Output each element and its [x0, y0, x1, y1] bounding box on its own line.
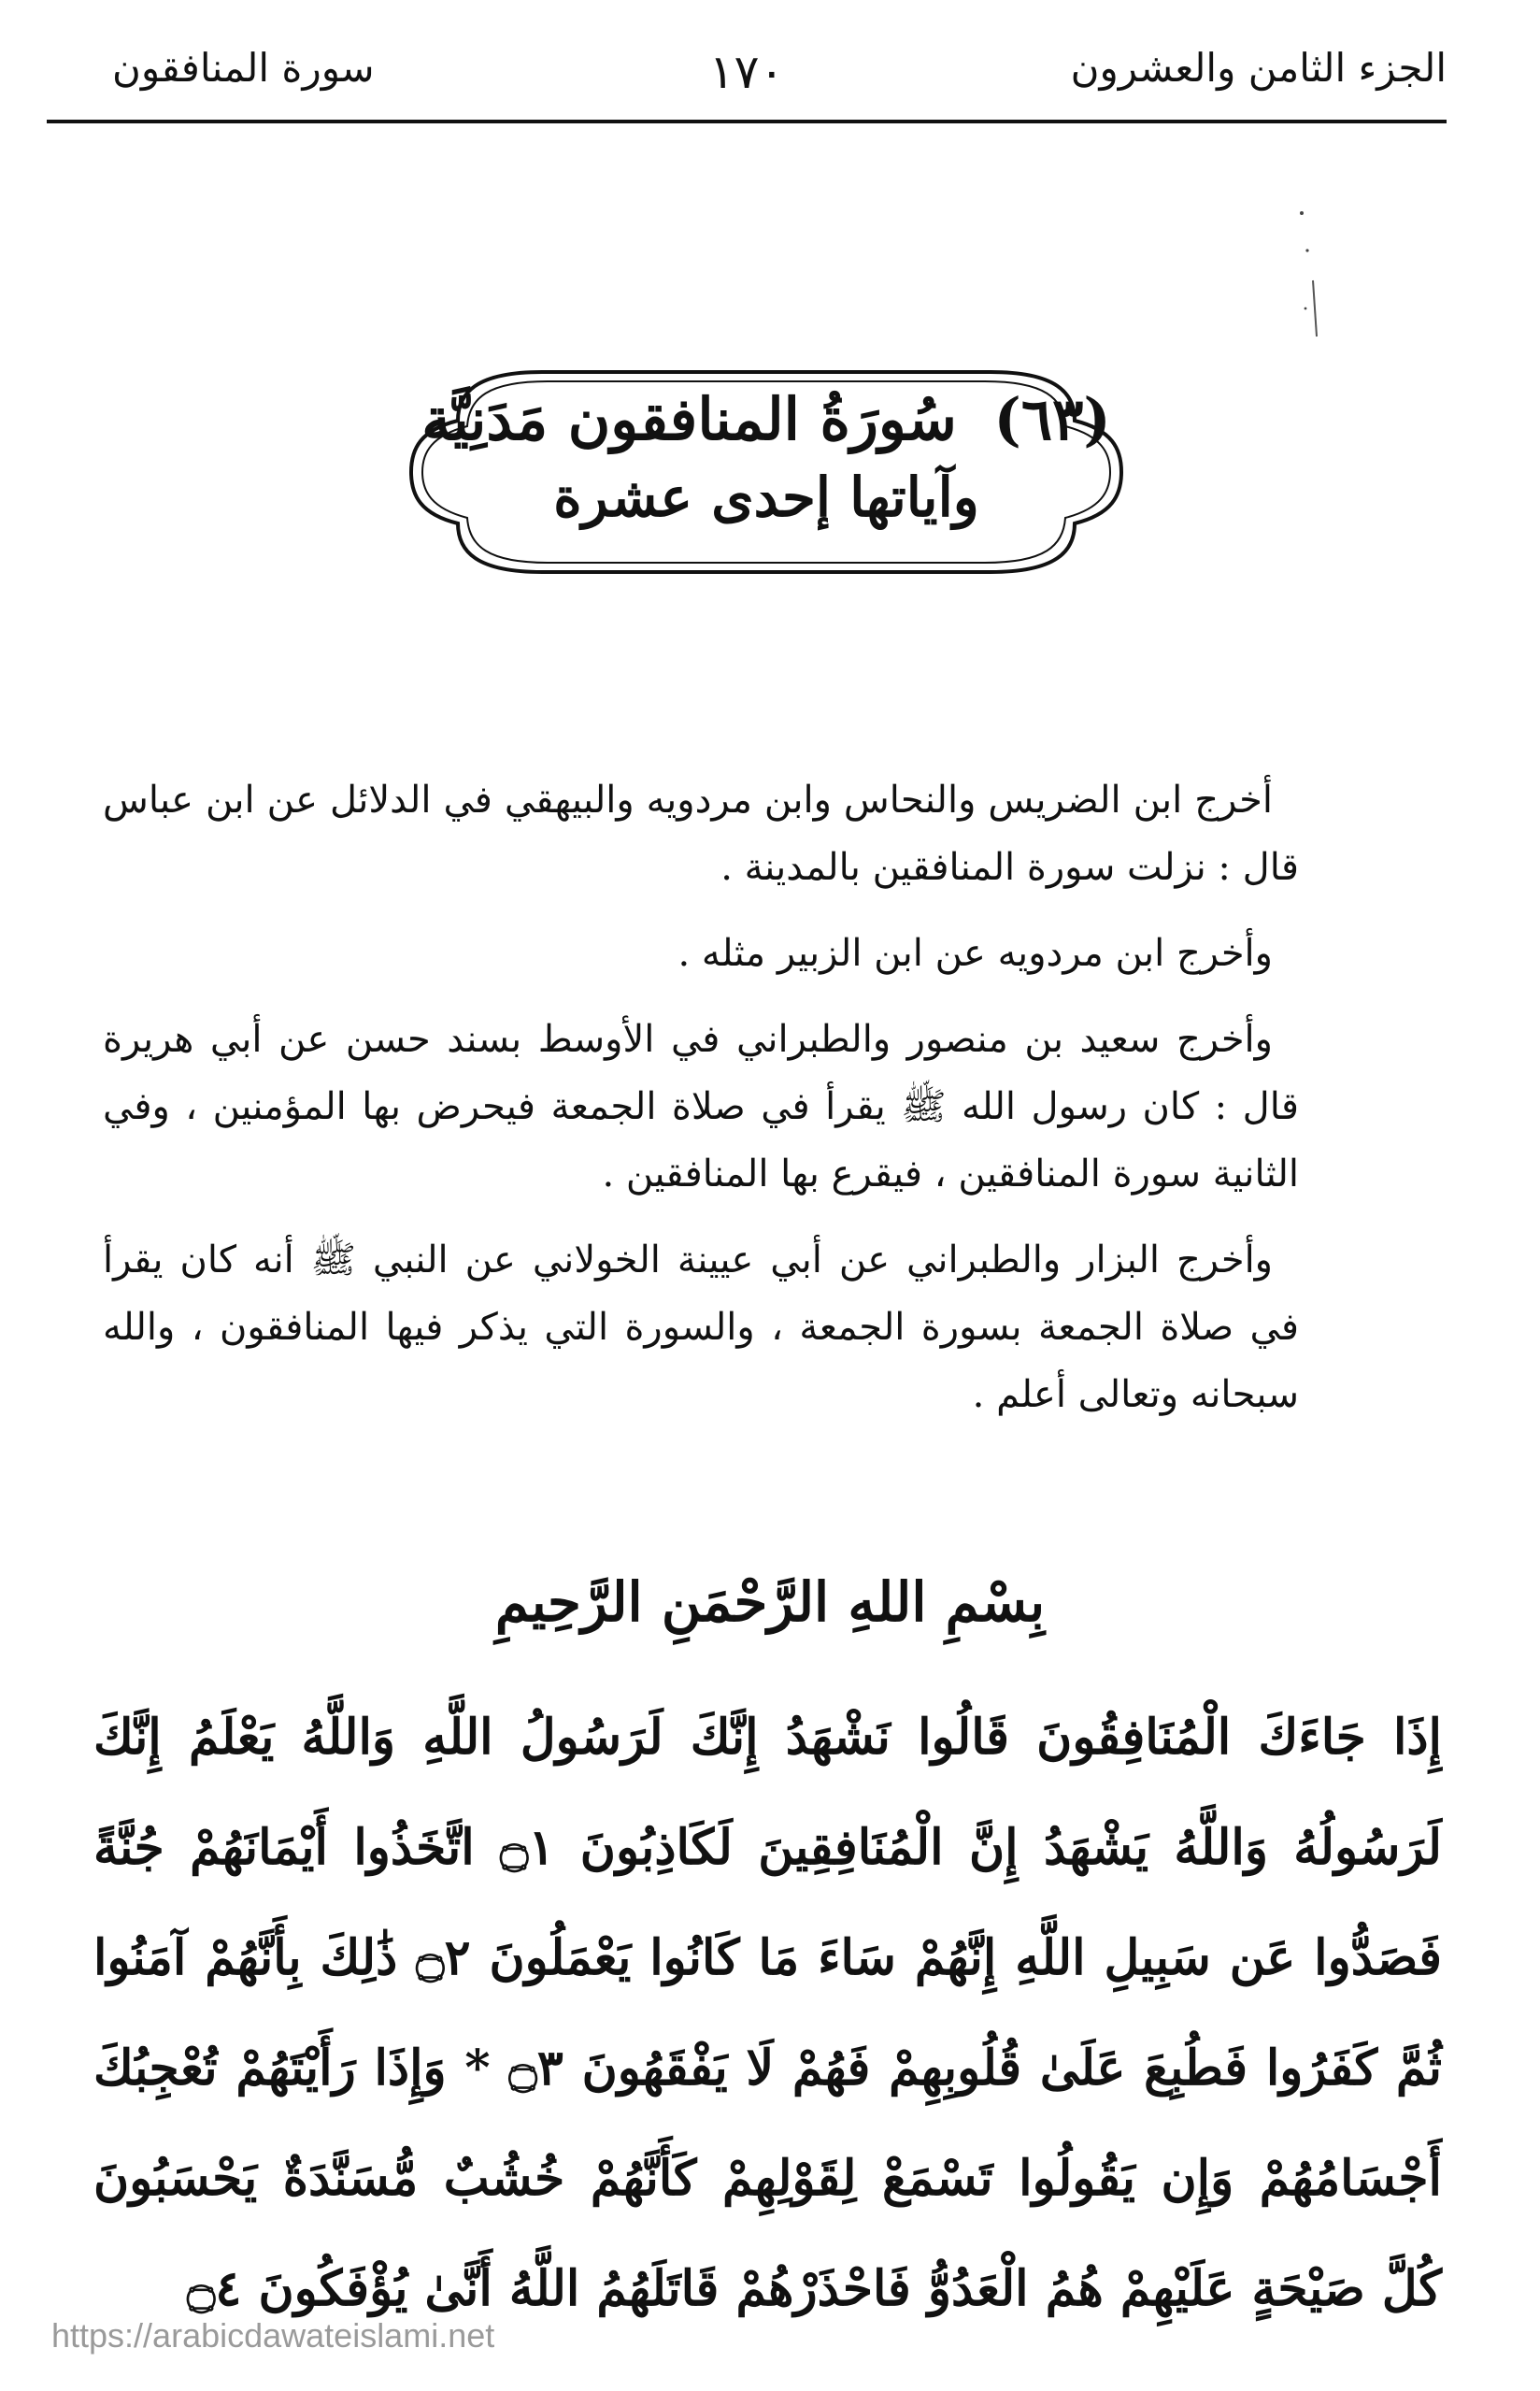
- basmala: بِسْمِ اللهِ الرَّحْمَنِ الرَّحِيمِ: [494, 1570, 1046, 1634]
- commentary-paragraph: أخرج ابن الضريس والنحاس وابن مردويه والبيهقي في الدلائل عن ابن عباس قال : نزلت سورة المنافقين بالمدينة .: [103, 779, 1299, 889]
- juz-label: الجزء الثامن والعشرون: [1070, 45, 1447, 91]
- quran-verses: إِذَا جَاءَكَ الْمُنَافِقُونَ قَالُوا نَشْهَدُ إِنَّكَ لَرَسُولُ اللَّهِ وَاللَّهُ يَعْلَمُ إِنَّكَ لَرَسُولُهُ وَاللَّهُ يَشْهَدُ إِنَّ الْمُنَافِقِينَ لَكَاذِبُونَ ۝١ اتَّخَذُوا أَيْمَانَهُمْ جُنَّةً فَصَدُّوا عَن سَبِيلِ اللَّهِ إِنَّهُمْ سَاءَ مَا كَانُوا يَعْمَلُونَ ۝٢ ذَٰلِكَ بِأَنَّهُمْ آمَنُوا ثُمَّ كَفَرُوا فَطُبِعَ عَلَىٰ قُلُوبِهِمْ فَهُمْ لَا يَفْقَهُونَ ۝٣ * وَإِذَا رَأَيْتَهُمْ تُعْجِبُكَ أَجْسَامُهُمْ وَإِن يَقُولُوا تَسْمَعْ لِقَوْلِهِمْ كَأَنَّهُمْ خُشُبٌ مُّسَنَّدَةٌ يَحْسَبُونَ كُلَّ صَيْحَةٍ عَلَيْهِمْ هُمُ الْعَدُوُّ فَاحْذَرْهُمْ قَاتَلَهُمُ اللَّهُ أَنَّىٰ يُؤْفَكُونَ ۝٤: [93, 1709, 1442, 2317]
- page-header: [47, 45, 1447, 110]
- watermark-url: https://arabicdawateislami.net: [51, 2316, 495, 2355]
- surah-number: (٦٣): [993, 385, 1111, 453]
- surah-title-text: سُورَةُ المنافقون مَدَنِيَّة: [421, 385, 957, 453]
- surah-name-header: سورة المنافقون: [112, 45, 375, 91]
- commentary-paragraph: وأخرج ابن مردويه عن ابن الزبير مثله .: [677, 932, 1273, 975]
- commentary-paragraph: وأخرج البزار والطبراني عن أبي عيينة الخولاني عن النبي ﷺ أنه كان يقرأ في صلاة الجمعة بسورة الجمعة ، والسورة التي يذكر فيها المنافقون ، والله سبحانه وتعالى أعلم .: [103, 1238, 1299, 1416]
- header-divider: [47, 120, 1447, 123]
- commentary-section: [103, 766, 1299, 1447]
- commentary-paragraph: وأخرج سعيد بن منصور والطبراني في الأوسط بسند حسن عن أبي هريرة قال : كان رسول الله ﷺ يقرأ في صلاة الجمعة فيحرض بها المؤمنين ، وفي الثانية سورة المنافقين ، فيقرع بها المنافقين .: [103, 1018, 1299, 1196]
- page-number: ١٧٠: [708, 45, 785, 99]
- margin-specks: [1294, 206, 1332, 346]
- surah-title-cartouche: [402, 355, 1131, 589]
- surah-title: [402, 385, 1131, 453]
- verse-count: وآياتها إحدى عشرة: [553, 465, 979, 529]
